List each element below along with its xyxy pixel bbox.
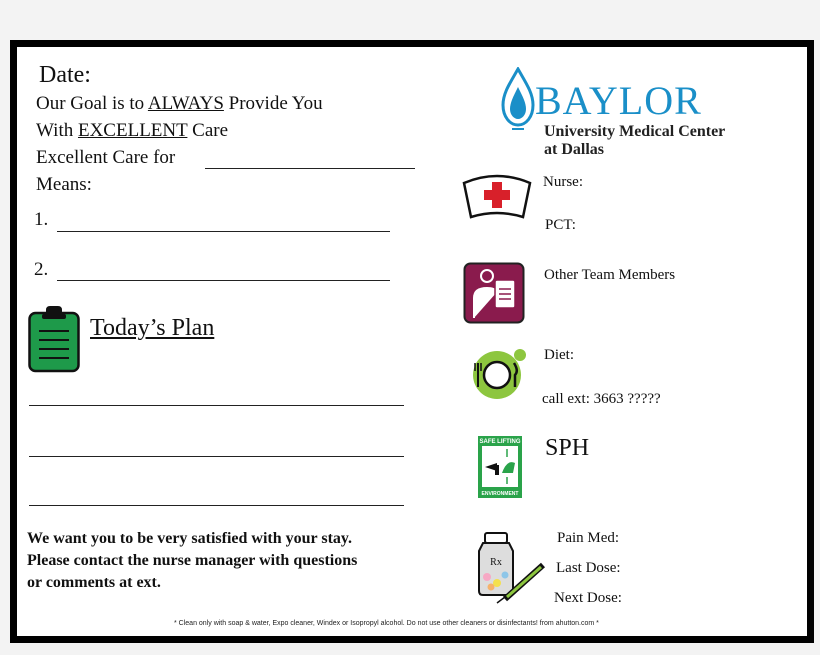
goal-line-1: Our Goal is to ALWAYS Provide You	[36, 93, 323, 114]
plan-title: Today’s Plan	[90, 315, 215, 341]
whiteboard	[10, 40, 814, 643]
diet-label: Diet:	[544, 347, 574, 363]
safe-lifting-icon	[477, 435, 523, 499]
svg-text:ENVIRONMENT: ENVIRONMENT	[481, 491, 519, 497]
svg-text:Rx: Rx	[490, 557, 502, 568]
footer-note: * Clean only with soap & water, Expo cleaner, Windex or Isopropyl alcohol. Do not use other cleaners or disinfectants! from ahutton.com *	[174, 620, 599, 627]
sph-label: SPH	[545, 435, 590, 461]
plate-icon	[469, 343, 529, 401]
nurse-cap-icon	[461, 171, 533, 221]
item-2-label: 2.	[34, 259, 49, 280]
pain-med-label: Pain Med:	[557, 530, 620, 546]
brand-sub-2: at Dallas	[544, 141, 604, 158]
baylor-flame-icon	[500, 67, 536, 133]
goal-line-2: With EXCELLENT Care	[36, 120, 229, 141]
plan-line-2[interactable]	[29, 456, 404, 457]
message-line-2: Please contact the nurse manager with questions	[27, 552, 358, 569]
team-label: Other Team Members	[544, 267, 676, 283]
plan-line-1[interactable]	[29, 405, 404, 406]
call-ext: call ext: 3663 ?????	[542, 391, 661, 407]
item-2-blank[interactable]	[57, 280, 390, 281]
item-1-blank[interactable]	[57, 231, 390, 232]
item-1-label: 1.	[34, 209, 49, 230]
clipboard-icon	[28, 305, 80, 373]
date-label: Date:	[39, 62, 91, 88]
name-blank[interactable]	[205, 168, 415, 169]
next-dose-label: Next Dose:	[554, 590, 622, 606]
pct-label: PCT:	[545, 217, 576, 233]
goal-line-4: Means:	[36, 174, 92, 195]
message-line-3: or comments at ext.	[27, 574, 161, 591]
medication-icon	[475, 527, 547, 605]
plan-line-3[interactable]	[29, 505, 404, 506]
svg-text:SAFE LIFTING: SAFE LIFTING	[479, 439, 521, 445]
last-dose-label: Last Dose:	[556, 560, 621, 576]
nurse-label: Nurse:	[543, 174, 583, 190]
brand-sub-1: University Medical Center	[544, 123, 726, 140]
goal-line-3: Excellent Care for	[36, 147, 176, 168]
message-line-1: We want you to be very satisfied with your stay.	[27, 530, 353, 547]
team-member-icon	[463, 262, 525, 324]
brand-name: BAYLOR	[535, 78, 702, 123]
